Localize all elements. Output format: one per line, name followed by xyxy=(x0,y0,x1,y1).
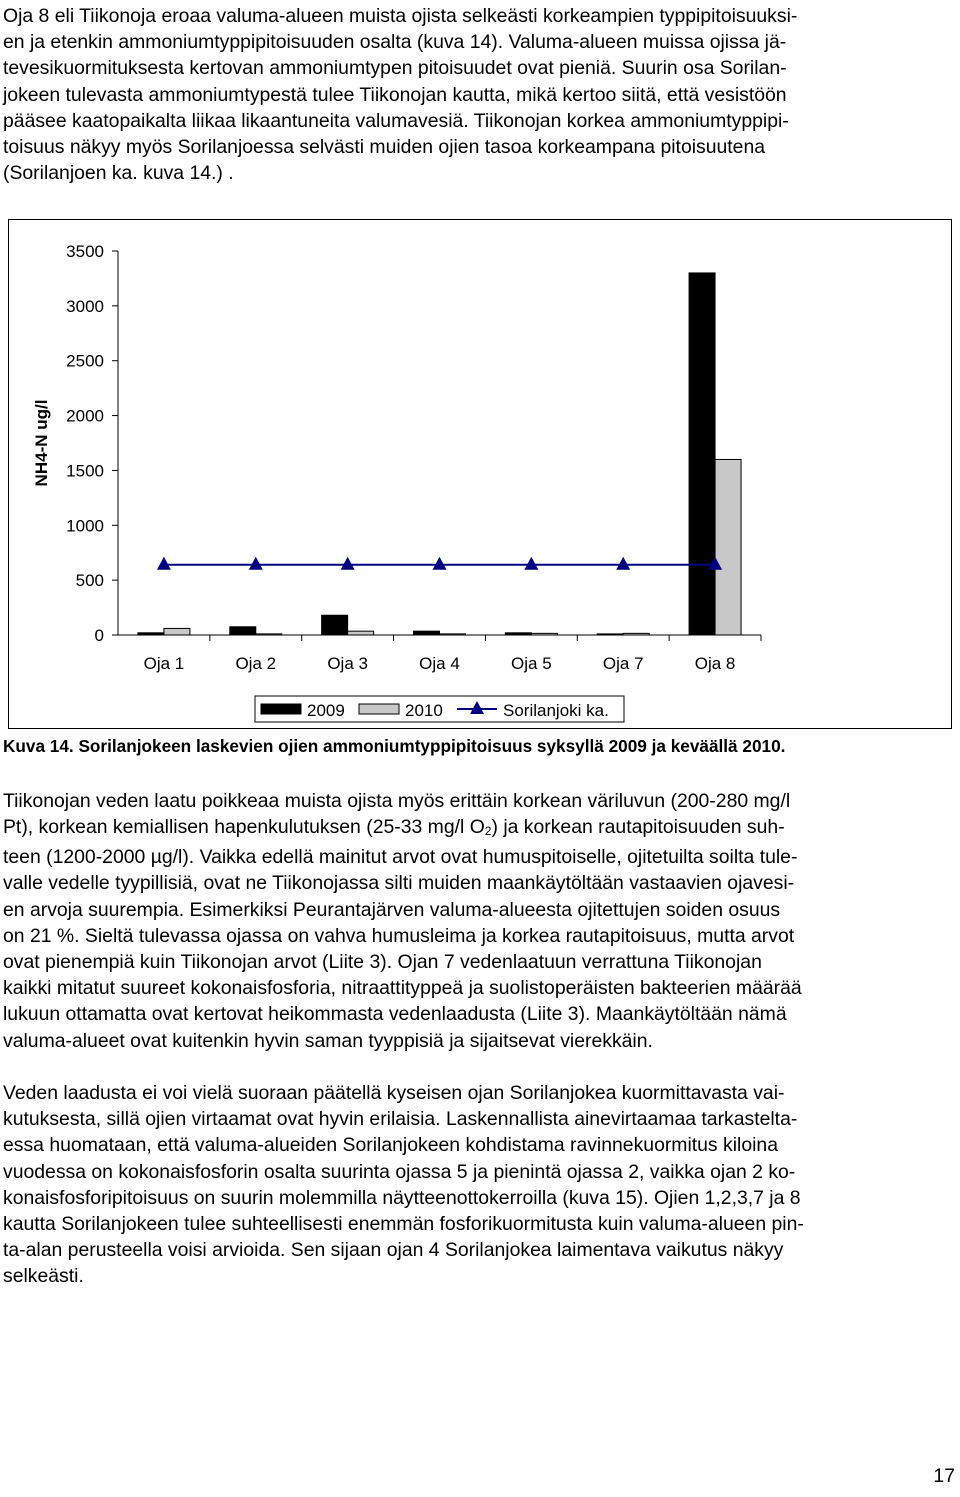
y-tick-label: 1000 xyxy=(66,516,104,536)
bar-2010 xyxy=(348,631,374,635)
text-line: valle vedelle tyypillisiä, ovat ne Tiikonojassa silti muiden maankäytöltään vastaavien ojavesi- xyxy=(3,872,795,895)
x-tick-label: Oja 7 xyxy=(602,654,644,673)
bar-2010 xyxy=(256,634,282,635)
y-tick-label: 2000 xyxy=(66,406,104,426)
text-line: konaisfosforipitoisuus on suurin molemmilla näytteenottokerroilla (kuva 15). Ojien 1,2,3,7 ja 8 xyxy=(3,1186,801,1209)
text-line: ta-alan perusteella voisi arvioida. Sen sijaan ojan 4 Sorilanjokea laimentava vaikutus näkyy xyxy=(3,1239,784,1262)
line-marker-triangle xyxy=(616,557,630,570)
text-line: pääsee kaatopaikalta liikaa likaantuneita valumavesiä. Tiikonojan korkea ammoniumtyppipi- xyxy=(3,109,789,132)
text-line: teen (1200-2000 µg/l). Vaikka edellä mainitut arvot ovat humuspitoiselle, ojitetuilta soilta tule- xyxy=(3,846,798,869)
legend-label: 2010 xyxy=(405,701,443,720)
bar-2009 xyxy=(414,631,440,635)
text-line xyxy=(3,814,957,844)
legend-label: Sorilanjoki ka. xyxy=(503,701,609,720)
line-marker-triangle xyxy=(433,557,447,570)
text-span: ) ja korkean rautapitoisuuden suh- xyxy=(491,816,785,839)
line-marker-triangle xyxy=(249,557,263,570)
text-line: ovat pienempiä kuin Tiikonojan arvot (Liite 3). Ojan 7 vedenlaatuun verrattuna Tiikonojan xyxy=(3,951,762,974)
y-tick-label: 0 xyxy=(94,626,104,645)
text-span: Pt), korkean kemiallisen hapenkulutuksen (25-33 mg/l O xyxy=(3,816,485,839)
bar-2010 xyxy=(440,634,466,635)
text-line: lukuun ottamatta ovat kertovat heikommasta vedenlaadusta (Liite 3). Maankäytöltään nämä xyxy=(3,1003,787,1026)
text-line: jokeen tulevasta ammoniumtypestä tulee Tiikonojan kautta, mikä kertoo siitä, että vesistöön xyxy=(3,83,787,106)
text-line: kutuksesta, sillä ojien virtaamat ovat hyvin erilaisia. Laskennallista ainevirtaamaa tarkastelta- xyxy=(3,1108,798,1131)
y-tick-label: 2500 xyxy=(66,351,104,371)
line-marker-triangle xyxy=(524,557,538,570)
x-tick-label: Oja 8 xyxy=(694,654,736,673)
text-line: selkeästi. xyxy=(3,1265,84,1288)
bar-2009 xyxy=(505,633,531,635)
bar-2010 xyxy=(715,459,741,635)
text-line: essa huomataan, että valuma-alueiden Sorilanjokeen kohdistama ravinnekuormitus kiloina xyxy=(3,1134,778,1157)
x-tick-label: Oja 3 xyxy=(327,654,368,673)
text-line: (Sorilanjoen ka. kuva 14.) . xyxy=(3,162,234,185)
chart-frame xyxy=(9,220,952,729)
text-line: en ja etenkin ammoniumtyppipitoisuuden osalta (kuva 14). Valuma-alueen muissa ojissa jä- xyxy=(3,31,787,54)
bar-2009 xyxy=(322,615,348,635)
text-line: on 21 %. Sieltä tulevassa ojassa on vahva humusleima ja korkea rautapitoisuus, mutta arvot xyxy=(3,924,795,947)
x-tick-label: Oja 2 xyxy=(235,654,277,673)
text-line: Tiikonojan veden laatu poikkeaa muista ojista myös erittäin korkean väriluvun (200-280 mg/l xyxy=(3,790,791,812)
x-tick-label: Oja 4 xyxy=(419,654,460,673)
text-line: tevesikuormituksesta kertovan ammoniumtypen pitoisuudet ovat pieniä. Suurin osa Sorilan- xyxy=(3,57,787,80)
bar-2010 xyxy=(164,628,190,635)
bar-2009 xyxy=(689,273,715,635)
x-tick-label: Oja 5 xyxy=(511,654,552,673)
paragraph-load xyxy=(3,1080,957,1290)
text-line: valuma-alueet ovat kuitenkin hyvin saman tyyppisiä ja sijaitsevat vierekkäin. xyxy=(3,1029,653,1052)
text-line: kautta Sorilanjokeen tulee suhteellisesti enemmän fosforikuormitusta kuin valuma-alueen pin- xyxy=(3,1213,804,1236)
bar-chart xyxy=(8,219,952,729)
y-tick-label: 500 xyxy=(75,571,104,591)
bar-2010 xyxy=(623,633,649,635)
text-line: Veden laadusta ei voi vielä suoraan päätellä kyseisen ojan Sorilanjokea kuormittavasta vai- xyxy=(3,1082,785,1104)
y-axis-label: NH4-N ug/l xyxy=(32,399,51,487)
y-tick-label: 3500 xyxy=(66,242,104,261)
paragraph-water-quality xyxy=(3,788,957,1054)
page-number: 17 xyxy=(933,1465,955,1487)
legend-swatch xyxy=(359,704,399,714)
subscript: 2 xyxy=(484,824,492,838)
text-line: en arvoja suurempia. Esimerkiksi Peurantajärven valuma-alueesta ojitettujen soiden osuus xyxy=(3,898,781,921)
bar-2009 xyxy=(597,634,623,635)
bar-2009 xyxy=(230,627,256,635)
bar-2009 xyxy=(138,633,164,635)
x-tick-label: Oja 1 xyxy=(143,654,185,673)
line-marker-triangle xyxy=(157,557,171,570)
y-tick-label: 3000 xyxy=(66,296,104,316)
legend-swatch xyxy=(261,704,301,714)
text-line: Oja 8 eli Tiikonoja eroaa valuma-alueen muista ojista selkeästi korkeampien typpipitoisuuksi- xyxy=(3,5,798,27)
text-line: kaikki mitatut suureet kokonaisfosforia, nitraattityppeä ja suolistoperäisten bakteerien määrää xyxy=(3,977,802,1000)
text-line: vuodessa on kokonaisfosforin osalta suurinta ojassa 5 ja pienintä ojassa 2, vaikka ojan 2 ko- xyxy=(3,1160,796,1183)
y-tick-label: 1500 xyxy=(66,461,104,481)
chart-figure xyxy=(8,219,952,729)
paragraph-intro xyxy=(3,3,957,186)
figure-caption: Kuva 14. Sorilanjokeen laskevien ojien ammoniumtyppipitoisuus syksyllä 2009 ja keväällä 2010. xyxy=(3,736,786,756)
line-marker-triangle xyxy=(341,557,355,570)
text-line: toisuus näkyy myös Sorilanjoessa selvästi muiden ojien tasoa korkeampana pitoisuutena xyxy=(3,136,766,159)
bar-2010 xyxy=(531,633,557,635)
text-lines-group xyxy=(3,844,957,1054)
legend-label: 2009 xyxy=(307,701,345,720)
